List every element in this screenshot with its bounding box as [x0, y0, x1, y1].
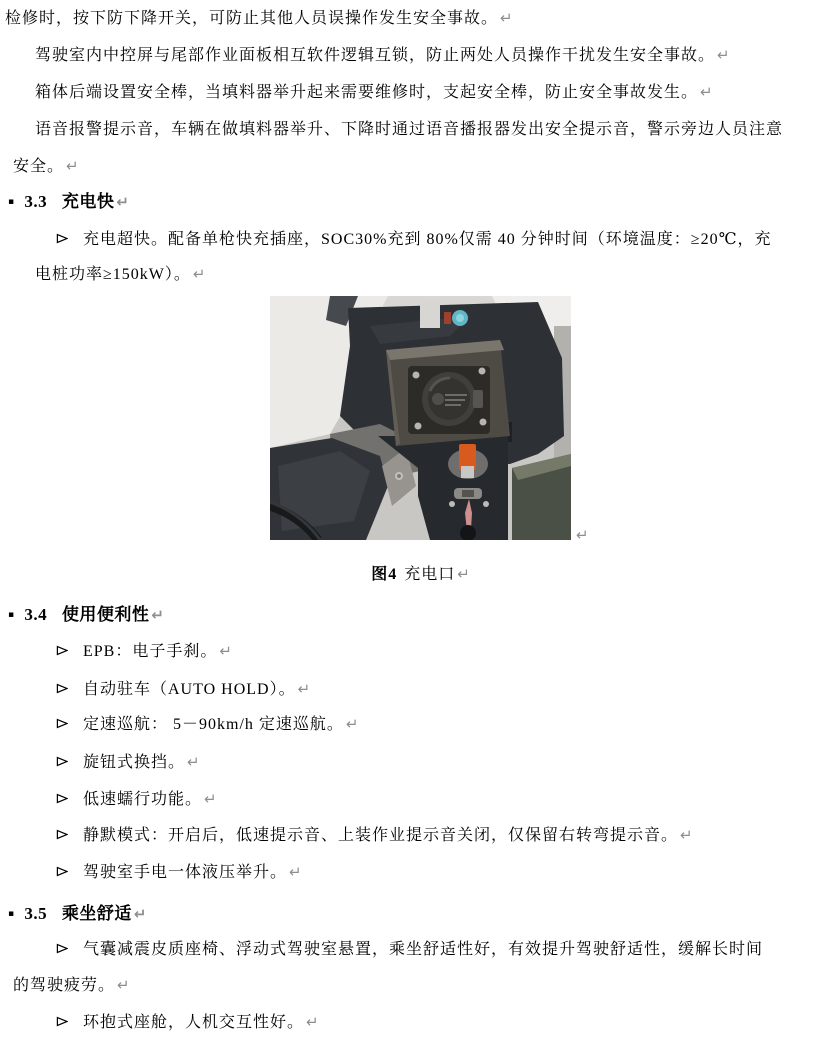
figure-caption: [270, 556, 571, 593]
paragraph-mark: ↵: [204, 790, 217, 808]
paragraph-mark: ↵: [192, 265, 206, 283]
paragraph-text: 安全。: [13, 158, 65, 175]
bullet-arrow-icon: [56, 817, 68, 854]
paragraph-text: 语音报警提示音，车辆在做填料器举升、下降时通过语音播报器发出安全提示音，警示旁边人员注意: [35, 121, 784, 138]
paragraph-mark: ↵: [717, 46, 730, 64]
bullet-item: [56, 671, 310, 708]
bullet-item: [56, 744, 200, 781]
paragraph-mark: ↵: [457, 565, 470, 583]
section-heading-3-4: [8, 596, 164, 633]
paragraph-mark: ↵: [576, 526, 589, 544]
section-number: 3.3: [24, 192, 48, 211]
section-title: 充电快: [61, 192, 115, 211]
bullet-text: 气囊减震皮质座椅、浮动式驾驶室悬置，乘坐舒适性好，有效提升驾驶舒适性，缓解长时间: [83, 941, 764, 958]
paragraph-mark: ↵: [116, 193, 129, 211]
heading-bullet-icon: ▪: [8, 909, 15, 919]
paragraph-mark: ↵: [187, 753, 200, 771]
bullet-item: [56, 221, 771, 258]
bullet-text: 驾驶室手电一体液压举升。: [83, 864, 288, 881]
bullet-item: [56, 931, 763, 968]
figure-charging-port-photo: [270, 296, 571, 540]
paragraph-line: [35, 111, 783, 148]
section-title: 乘坐舒适: [61, 904, 132, 923]
paragraph-line: [35, 74, 713, 111]
bullet-arrow-icon: [56, 744, 68, 781]
bullet-text: 静默模式：开启后，低速提示音、上装作业提示音关闭，仅保留右转弯提示音。: [83, 827, 679, 844]
bullet-item: [56, 854, 302, 891]
bullet-item: [56, 1004, 319, 1041]
paragraph-mark: ↵: [219, 642, 232, 660]
paragraph-mark: ↵: [306, 1013, 319, 1031]
bullet-arrow-icon: [56, 854, 68, 891]
bullet-arrow-icon: [56, 221, 68, 258]
heading-bullet-icon: ▪: [8, 610, 15, 620]
bullet-text: EPB：电子手刹。: [83, 643, 218, 660]
bullet-arrow-icon: [56, 671, 68, 708]
bullet-text: 低速蠕行功能。: [83, 791, 203, 808]
bullet-text: 电桩功率≥150kW）。: [35, 266, 191, 283]
bullet-arrow-icon: [56, 706, 68, 743]
bullet-arrow-icon: [56, 781, 68, 818]
section-heading-3-5: [8, 895, 146, 932]
paragraph-mark: ↵: [680, 826, 693, 844]
bullet-item: [56, 633, 232, 670]
paragraph-text: 箱体后端设置安全棒，当填料器举升起来需要维修时，支起安全棒，防止安全事故发生。: [35, 84, 699, 101]
charging-port-photo: [270, 296, 571, 540]
bullet-arrow-icon: [56, 1004, 68, 1041]
section-number: 3.5: [24, 904, 48, 923]
bullet-continuation-line: [35, 256, 205, 293]
section-title: 使用便利性: [61, 605, 150, 624]
bullet-text: 自动驻车（AUTO HOLD）。: [83, 681, 296, 698]
paragraph-mark: ↵: [117, 976, 130, 994]
section-heading-3-3: [8, 183, 129, 220]
paragraph-mark: ↵: [297, 680, 311, 698]
bullet-continuation-line: [13, 967, 130, 1004]
paragraph-text: 驾驶室内中控屏与尾部作业面板相互软件逻辑互锁，防止两处人员操作干扰发生安全事故。: [35, 47, 716, 64]
bullet-item: [56, 781, 217, 818]
bullet-item: [56, 706, 358, 743]
bullet-text: 定速巡航： 5－90km/h 定速巡航。: [83, 716, 344, 733]
bullet-item: [56, 817, 693, 854]
paragraph-mark: ↵: [133, 905, 147, 923]
bullet-text: 充电超快。配备单枪快充插座，SOC30%充到 80%仅需 40 分钟时间（环境温度：≥20℃，充: [83, 231, 772, 248]
paragraph-mark: ↵: [500, 9, 513, 27]
figure-caption-label: 图4: [371, 566, 398, 583]
paragraph-mark: ↵: [700, 83, 713, 101]
paragraph-mark: ↵: [345, 715, 359, 733]
paragraph-text: 检修时，按下防下降开关，可防止其他人员误操作发生安全事故。: [5, 10, 499, 27]
bullet-text: 的驾驶疲劳。: [13, 977, 116, 994]
paragraph-mark: ↵: [66, 157, 79, 175]
bullet-text: 环抱式座舱，人机交互性好。: [83, 1014, 305, 1031]
paragraph-line: [13, 148, 79, 185]
figure-paragraph-mark-line: [574, 517, 589, 554]
heading-bullet-icon: ▪: [8, 197, 15, 207]
bullet-arrow-icon: [56, 931, 68, 968]
bullet-arrow-icon: [56, 633, 68, 670]
paragraph-mark: ↵: [151, 606, 164, 624]
bullet-text: 旋钮式换挡。: [83, 754, 186, 771]
paragraph-line: [5, 0, 513, 37]
figure-caption-text: 充电口: [404, 566, 456, 583]
paragraph-mark: ↵: [289, 863, 302, 881]
paragraph-line: [35, 37, 730, 74]
section-number: 3.4: [24, 605, 48, 624]
